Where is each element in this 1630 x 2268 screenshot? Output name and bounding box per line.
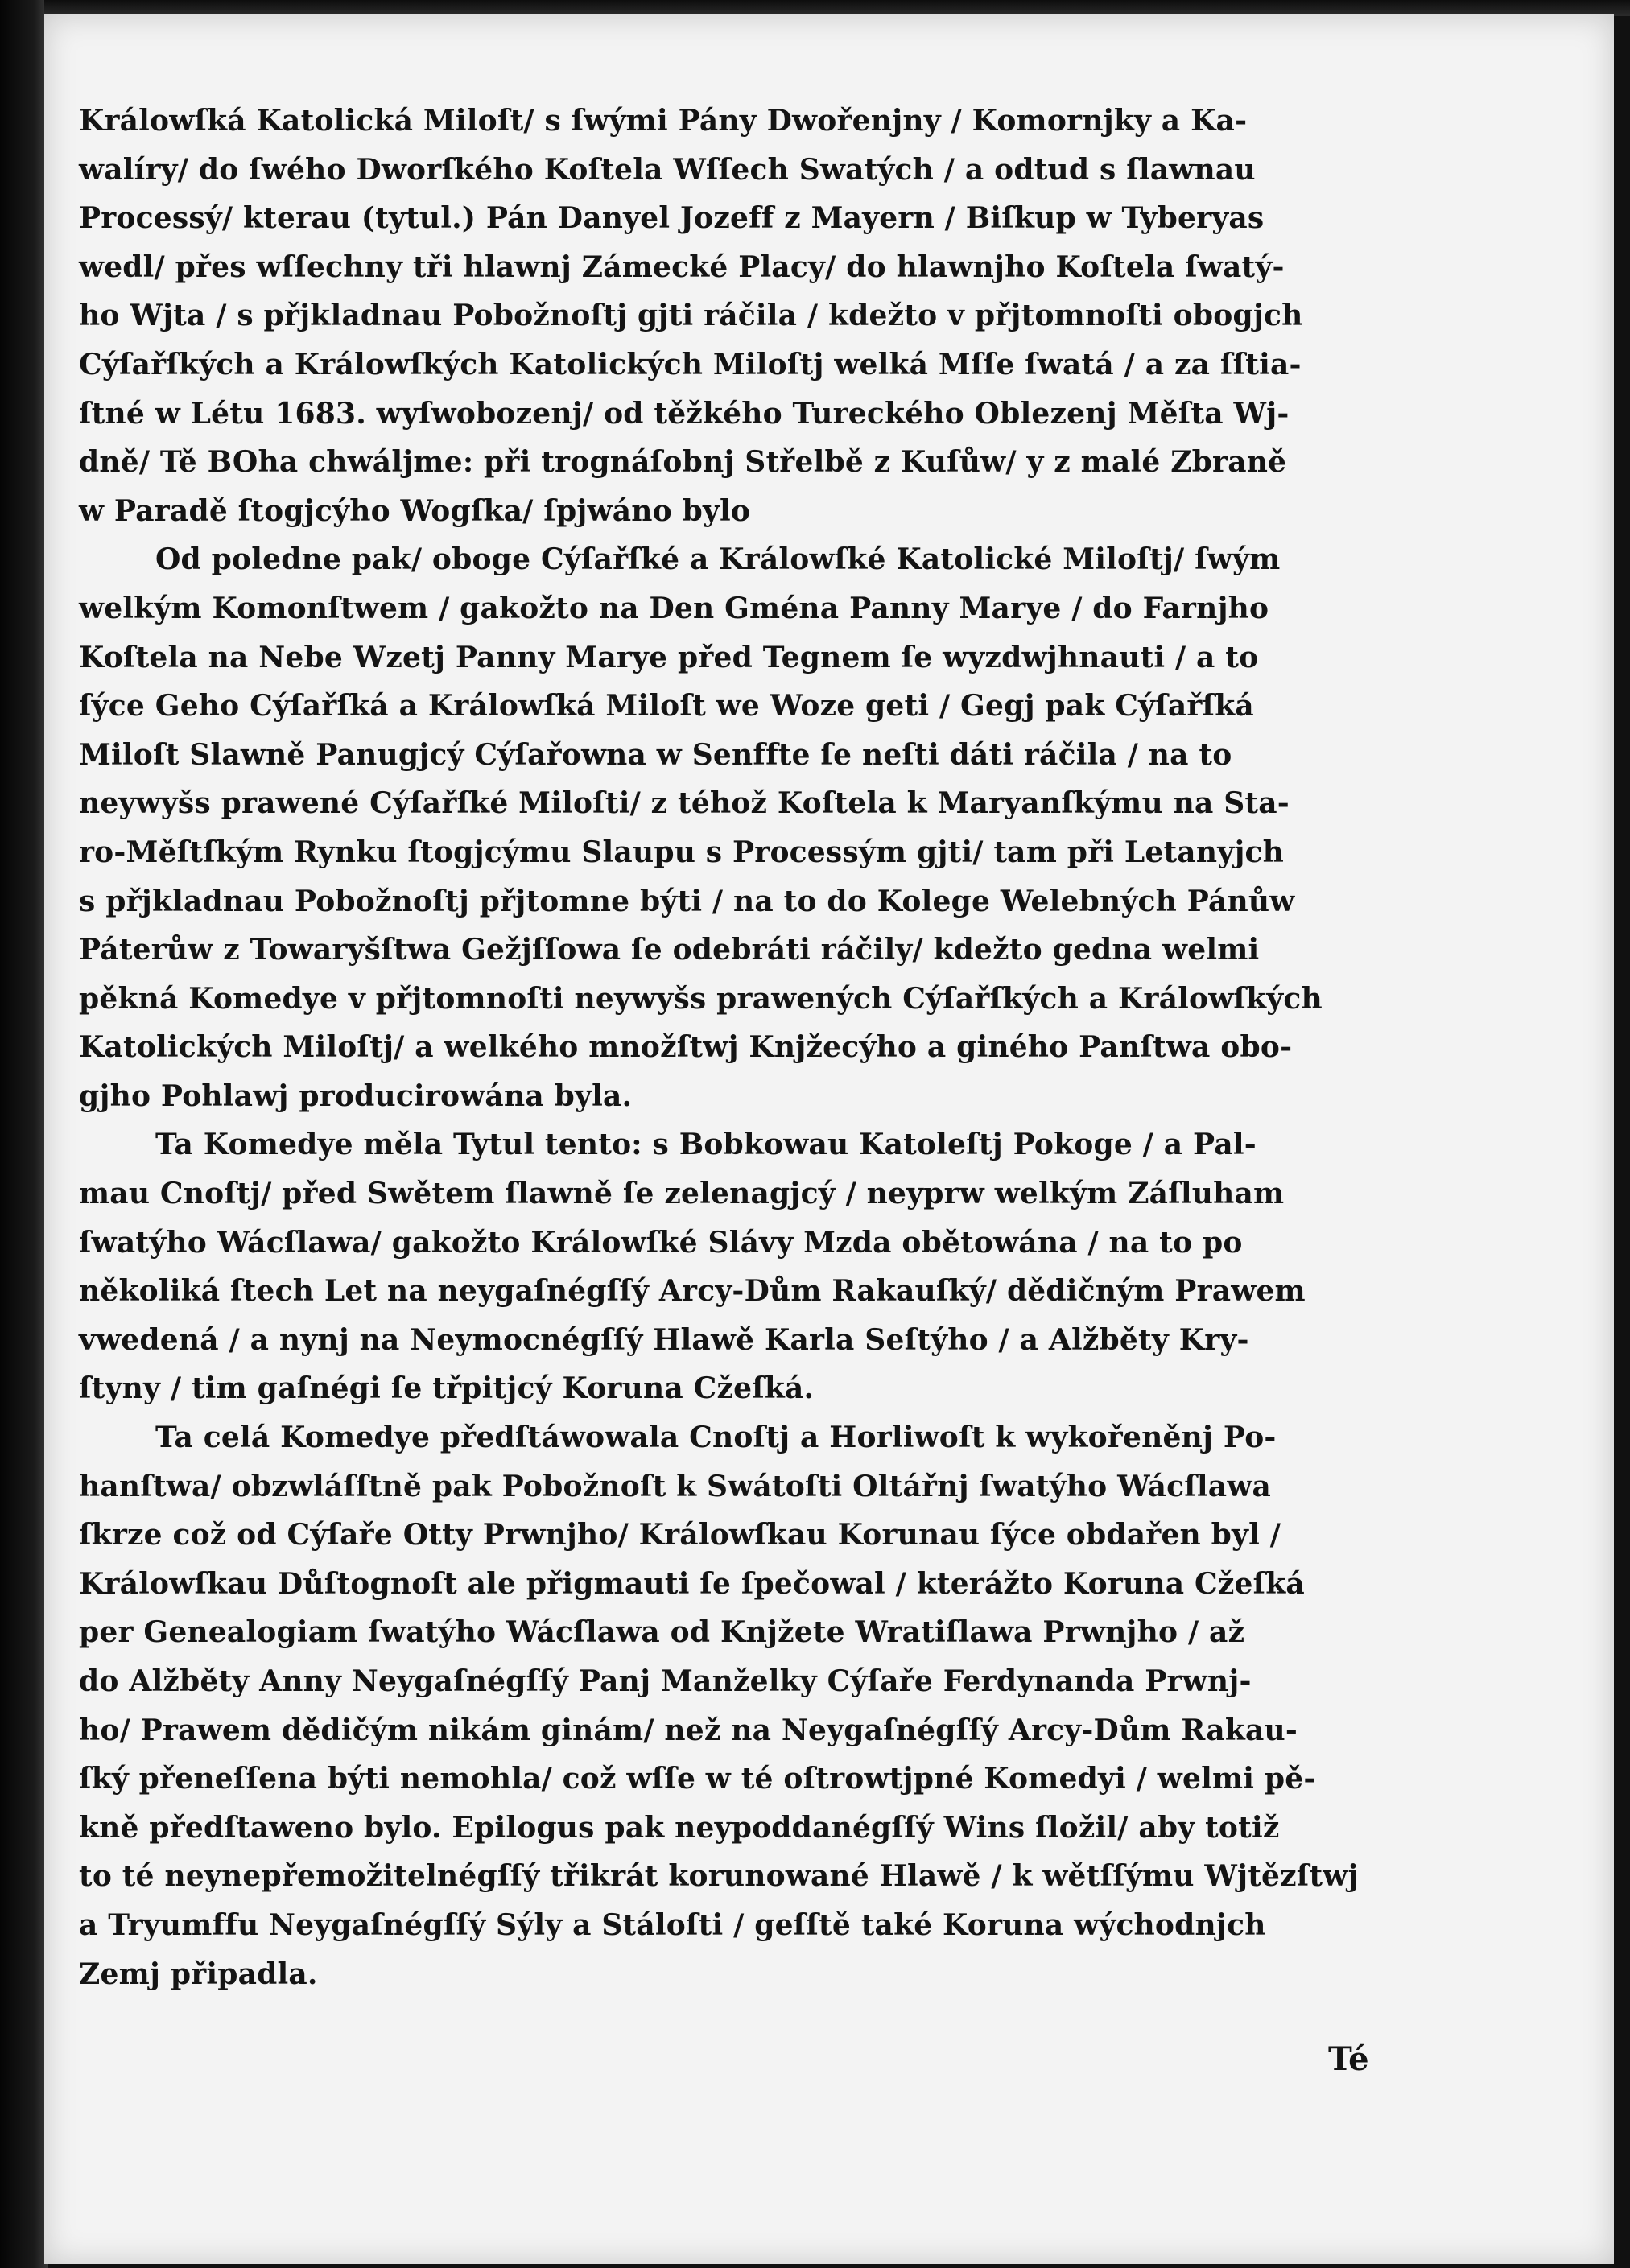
text-line: wedl/ přes wſſechny tři hlawnj Zámecké Placy/ do hlawnjho Koſtela ſwatý- bbox=[79, 249, 1285, 284]
text-line: pěkná Komedye v přjtomnoſti neywyšs prawených Cýſařſkých a Králowſkých bbox=[79, 981, 1323, 1016]
text-line: dně/ Tě BOha chwáljme: při trognáſobnj Střelbě z Kuſůw/ y z malé Zbraně bbox=[79, 445, 1287, 480]
text-line: ho/ Prawem dědičým nikám ginám/ než na Neygaſnégſſý Arcy-Dům Rakau- bbox=[79, 1713, 1298, 1747]
page-top-edge bbox=[44, 0, 1630, 16]
text-line: Katolických Miloſtj/ a welkého množſtwj Knjžecýho a giného Panſtwa obo- bbox=[79, 1030, 1293, 1065]
text-line: per Genealogiam ſwatýho Wácſlawa od Knjžete Wratiſlawa Prwnjho / až bbox=[79, 1615, 1245, 1650]
text-line: vwedená / a nynj na Neymocnégſſý Hlawě Karla Seſtýho / a Alžběty Kry- bbox=[79, 1322, 1249, 1357]
text-line: do Alžběty Anny Neygaſnégſſý Panj Manželky Cýſaře Ferdynanda Prwnj- bbox=[79, 1664, 1252, 1698]
text-line: welkým Komonſtwem / gakožto na Den Gména Panny Marye / do Farnjho bbox=[79, 591, 1269, 625]
text-line: Miloſt Slawně Panugjcý Cýſařowna w Senffte ſe neſti dáti ráčila / na to bbox=[79, 737, 1232, 772]
text-line: Od poledne pak/ oboge Cýſařſké a Králowſké Katolické Miloſtj/ ſwým bbox=[155, 542, 1281, 577]
text-line: Koſtela na Nebe Wzetj Panny Marye před Tegnem ſe wyzdwjhnauti / a to bbox=[79, 640, 1259, 674]
text-line: gjho Pohlawj producirowána byla. bbox=[79, 1078, 633, 1113]
text-line: Králowſká Katolická Miloſt/ s ſwými Pány Dwořenjny / Komornjky a Ka- bbox=[79, 104, 1248, 138]
text-line: několiká ſtech Let na neygaſnégſſý Arcy-Dům Rakauſký/ dědičným Prawem bbox=[79, 1274, 1306, 1309]
text-line: mau Cnoſtj/ před Swětem ſlawně ſe zelenagjcý / neyprw welkým Záſluham bbox=[79, 1177, 1285, 1211]
text-line: walíry/ do ſwého Dworſkého Koſtela Wſſech Swatých / a odtud s ſlawnau bbox=[79, 152, 1256, 187]
text-line: Cýſařſkých a Králowſkých Katolických Miloſtj welká Mſſe ſwatá / a za ſſtia- bbox=[79, 347, 1302, 381]
book-gutter bbox=[0, 0, 48, 2268]
text-line: ſwatýho Wácſlawa/ gakožto Králowſké Slávy Mzda obětowána / na to po bbox=[79, 1225, 1243, 1260]
text-line: Zemj připadla. bbox=[79, 1957, 318, 1991]
text-line: ſýce Geho Cýſařſká a Králowſká Miloſt we Woze geti / Gegj pak Cýſařſká bbox=[79, 689, 1254, 724]
text-line: Páterůw z Towaryšſtwa Gežjſſowa ſe odebráti ráčily/ kdežto gedna welmi bbox=[79, 933, 1260, 967]
text-line: ſký přeneſſena býti nemohla/ což wſſe w té oſtrowtjpné Komedyi / welmi pě- bbox=[79, 1762, 1316, 1796]
text-line: Ta celá Komedye předſtáwowala Cnoſtj a Horliwoſt k wykořeněnj Po- bbox=[155, 1421, 1277, 1455]
text-line: ſkrze což od Cýſaře Otty Prwnjho/ Králowſkau Korunau ſýce obdařen byl / bbox=[79, 1518, 1281, 1553]
text-line: Processý/ kterau (tytul.) Pán Danyel Jozeff z Mayern / Biſkup w Tyberyas bbox=[79, 201, 1265, 236]
text-line: to té neynepřemožitelnégſſý třikrát korunowané Hlawě / k wětſſýmu Wjtězſtwj bbox=[79, 1859, 1359, 1894]
text-line: a Tryumffu Neygaſnégſſý Sýly a Stáloſti / geſſtě také Koruna wýchodnjch bbox=[79, 1907, 1266, 1942]
text-line: s přjkladnau Pobožnoſtj přjtomne býti / na to do Kolege Welebných Pánůw bbox=[79, 884, 1295, 918]
text-line: hanſtwa/ obzwláſſtně pak Pobožnoſt k Swátoſti Oltářnj ſwatýho Wácſlawa bbox=[79, 1469, 1272, 1503]
text-line: Králowſkau Důſtognoſt ale přigmauti ſe ſpečowal / kterážto Koruna Cžeſká bbox=[79, 1566, 1305, 1601]
text-line: w Paradě ſtogjcýho Wogſka/ ſpjwáno bylo bbox=[79, 493, 751, 528]
catchword: Té bbox=[1328, 2040, 1369, 2078]
text-line: Ta Komedye měla Tytul tento: s Bobkowau Katoleſtj Pokoge / a Pal- bbox=[155, 1128, 1257, 1162]
text-line: ſtyny / tim gaſnégi ſe třpitjcý Koruna Cžeſká. bbox=[79, 1371, 815, 1406]
text-line: ho Wjta / s přjkladnau Pobožnoſtj gjti ráčila / kdežto v přjtomnoſti obogjch bbox=[79, 299, 1303, 333]
body-text bbox=[79, 97, 1431, 1998]
text-line: ſtné w Létu 1683. wyſwobozenj/ od těžkého Tureckého Oblezenj Měſta Wj- bbox=[79, 396, 1290, 431]
text-line: ro-Měſtſkým Rynku ſtogjcýmu Slaupu s Processým gjti/ tam při Letanyjch bbox=[79, 835, 1285, 869]
text-line: kně předſtaweno bylo. Epilogus pak neypoddanégſſý Wins ſložil/ aby totiž bbox=[79, 1810, 1280, 1845]
text-line: neywyšs prawené Cýſařſké Miloſti/ z téhož Koſtela k Maryanſkýmu na Sta- bbox=[79, 786, 1290, 821]
